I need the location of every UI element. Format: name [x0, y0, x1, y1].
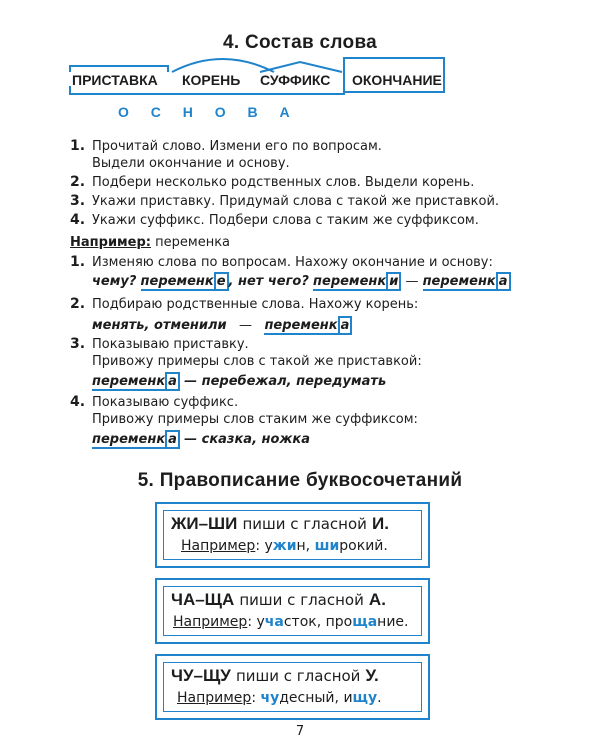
- part-prefix: ПРИСТАВКА: [72, 72, 158, 88]
- step-text: Укажи суффикс. Подбери слова с таким же суффиксом.: [92, 213, 479, 228]
- ex-ending: а: [165, 430, 180, 449]
- rule-combo: ЧА–ЩА: [171, 590, 235, 609]
- rule-example-label: Например: [173, 614, 248, 630]
- example-label: Например:: [70, 235, 151, 250]
- part-ending: ОКОНЧАНИЕ: [352, 72, 442, 88]
- root-arc: [172, 59, 274, 72]
- step-item: [70, 193, 570, 210]
- example-2: [70, 296, 590, 334]
- rule-combo: ЖИ–ШИ: [171, 514, 238, 533]
- rule-example-word: участок,: [256, 614, 322, 630]
- rule-text: пиши с гласной: [235, 667, 361, 685]
- steps-list: [70, 138, 570, 229]
- step-item: [70, 155, 570, 172]
- ex-line: Привожу примеры слов с такой же приставкой:: [92, 354, 422, 369]
- rule-box-chu-shchu: [155, 654, 430, 720]
- rule-example-word: прощание.: [325, 614, 409, 630]
- stem-label: О С Н О В А: [118, 104, 292, 120]
- step-num: 1.: [70, 138, 86, 154]
- example-heading: [70, 234, 230, 251]
- ex-ending: а: [165, 372, 180, 391]
- ex-rest: — перебежал, передумать: [184, 374, 387, 389]
- ex-line: Изменяю слова по вопросам. Нахожу окончание и основу:: [92, 255, 493, 270]
- ex-num: 3.: [70, 336, 86, 352]
- rule-example-word: широкий.: [314, 538, 388, 554]
- rule-example-word: ужин,: [264, 538, 311, 554]
- ex-stem: переменк: [313, 274, 387, 289]
- ex-line: Привожу примеры слов стаким же суффиксом:: [92, 412, 418, 427]
- step-item: [70, 212, 570, 229]
- part-root: КОРЕНЬ: [182, 72, 241, 88]
- rule-example-word: ищу.: [343, 690, 382, 706]
- ex-dash: —: [239, 318, 253, 333]
- rule-combo: ЧУ–ЩУ: [171, 666, 231, 685]
- rule-text: пиши с гласной: [242, 515, 367, 533]
- ex-question: чему?: [92, 274, 137, 289]
- rule-line: [171, 666, 379, 686]
- step-num: 3.: [70, 193, 86, 209]
- step-text: Выдели окончание и основу.: [92, 156, 290, 171]
- ex-num: 2.: [70, 296, 86, 312]
- step-text: Прочитай слово. Измени его по вопросам.: [92, 139, 382, 154]
- part-suffix: СУФФИКС: [260, 72, 331, 88]
- rule-example-label: Например: [181, 538, 256, 554]
- ex-ending: а: [338, 316, 353, 335]
- ex-stem: переменк: [264, 318, 338, 333]
- ex-ending: и: [386, 272, 401, 291]
- step-text: Укажи приставку. Придумай слова с такой же приставкой.: [92, 194, 500, 209]
- ex-line: Подбираю родственные слова. Нахожу корень:: [92, 297, 419, 312]
- rule-example: Например: чудесный, ищу.: [177, 690, 382, 706]
- step-item: [70, 138, 570, 155]
- step-num: 2.: [70, 174, 86, 190]
- ex-words: менять, отменили: [92, 318, 227, 333]
- step-item: [70, 174, 570, 191]
- ex-num: 4.: [70, 394, 86, 410]
- ex-stem: переменк: [422, 274, 496, 289]
- rule-example-word: чудесный,: [260, 690, 339, 706]
- ex-ending: е: [214, 272, 229, 291]
- page-number: 7: [295, 724, 305, 739]
- ex-dash: —: [405, 274, 419, 289]
- example-word: переменка: [155, 235, 231, 250]
- example-1: [70, 254, 590, 290]
- rule-example: Например: участок, прощание.: [173, 614, 409, 630]
- rule-example-label: Например: [177, 690, 252, 706]
- ex-stem: переменк: [92, 374, 166, 389]
- example-4: [70, 394, 590, 448]
- section5-title: 5. Правописание буквосочетаний: [137, 470, 463, 491]
- ex-rest: — сказка, ножка: [184, 432, 310, 447]
- rule-box-zhi-shi: [155, 502, 430, 568]
- ex-stem: переменк: [140, 274, 214, 289]
- ex-ending: а: [496, 272, 511, 291]
- ex-num: 1.: [70, 254, 86, 270]
- rule-example: Например: ужин, широкий.: [181, 538, 388, 554]
- ex-line: Показываю суффикс.: [92, 395, 239, 410]
- rule-text: пиши с гласной: [239, 591, 364, 609]
- rule-line: [171, 590, 386, 610]
- rule-vowel: И.: [371, 514, 389, 533]
- rule-vowel: А.: [368, 590, 386, 609]
- ex-stem: переменк: [92, 432, 166, 447]
- section4-title: 4. Состав слова: [222, 32, 378, 53]
- rule-line: [171, 514, 389, 534]
- ex-line: Показываю приставку.: [92, 337, 249, 352]
- example-3: [70, 336, 590, 390]
- ex-question: , нет чего?: [228, 274, 309, 289]
- step-num: 4.: [70, 212, 86, 228]
- step-text: Подбери несколько родственных слов. Выдели корень.: [92, 175, 475, 190]
- rule-box-cha-shcha: [155, 578, 430, 644]
- rule-vowel: У.: [365, 666, 379, 685]
